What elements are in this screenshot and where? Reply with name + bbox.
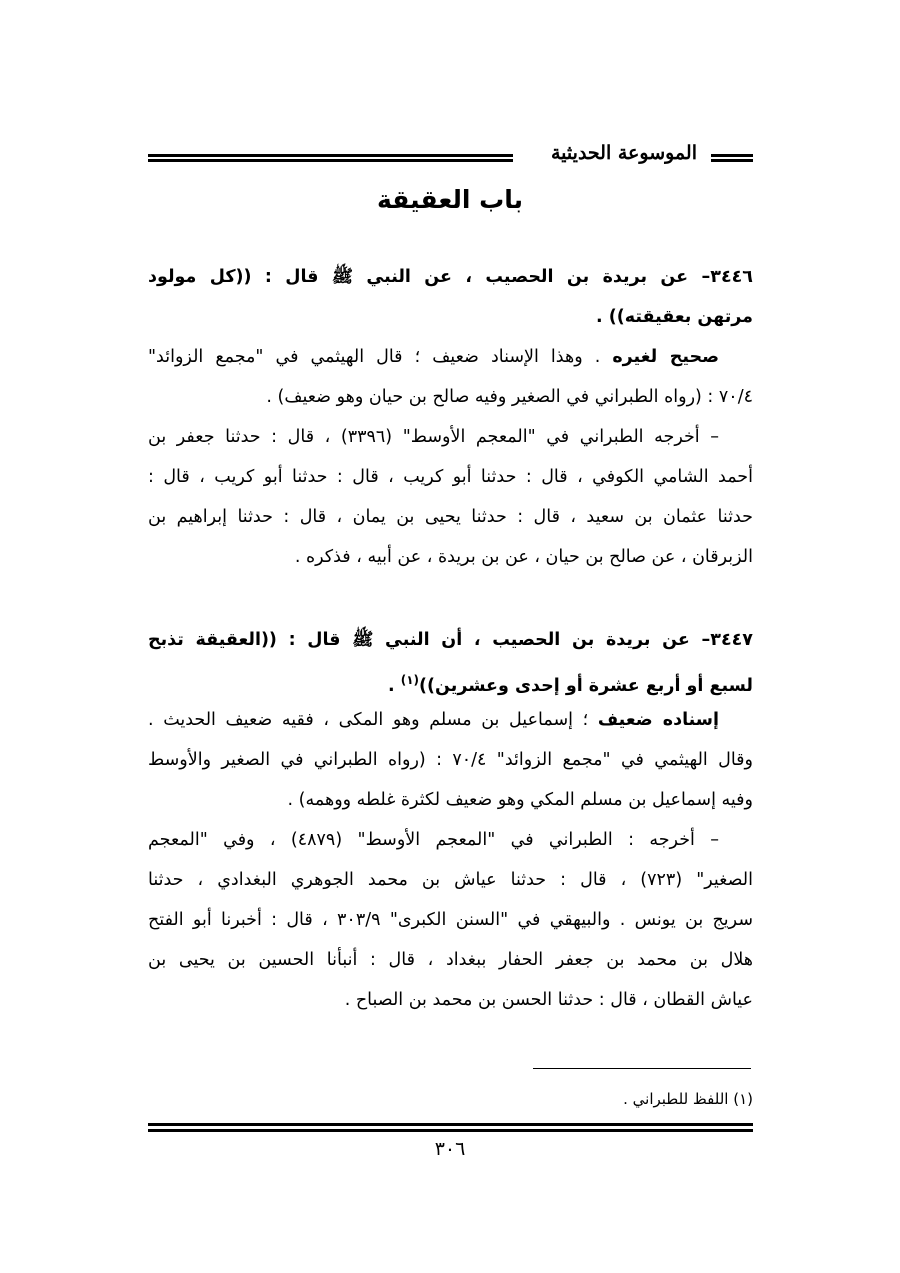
- grade-line: [148, 700, 753, 740]
- header-rule-right: [711, 154, 753, 164]
- footnote-reference: (١): [400, 673, 420, 687]
- takhrij-line: عياش القطان ، قال : حدثنا الحسن بن محمد بن الصباح .: [344, 990, 753, 1010]
- running-header: [148, 142, 753, 172]
- footnote-separator: [533, 1068, 751, 1069]
- hadith-grade: صحيح لغيره: [612, 347, 720, 367]
- takhrij-line: أحمد الشامي الكوفي ، قال : حدثنا أبو كريب ، قال : حدثنا أبو كريب ، قال :: [148, 467, 753, 487]
- hadith-text-line: ٣٤٤٦– عن بريدة بن الحصيب ، عن النبي ﷺ قال : ((كل مولود: [148, 267, 753, 287]
- hadith-text-line: ٣٤٤٧– عن بريدة بن الحصيب ، أن النبي ﷺ قال : ((العقيقة تذبح: [148, 630, 753, 650]
- header-title: الموسوعة الحديثية: [551, 142, 697, 164]
- footer-rule: [148, 1123, 753, 1135]
- takhrij-line: الزبرقان ، عن صالح بن حيان ، عن بن بريدة ، عن أبيه ، فذكره .: [294, 547, 753, 567]
- takhrij-line: الصغير" (٧٢٣) ، قال : حدثنا عياش بن محمد الجوهري البغدادي ، حدثنا: [148, 870, 753, 890]
- hadith-3446: [148, 257, 753, 577]
- takhrij-line: سريج بن يونس . والبيهقي في "السنن الكبرى" ٣٠٣/٩ ، قال : أخبرنا أبو الفتح: [148, 910, 753, 930]
- commentary-line: ٧٠/٤ : (رواه الطبراني في الصغير وفيه صالح بن حيان وهو ضعيف) .: [266, 387, 753, 407]
- takhrij-line: هلال بن محمد بن جعفر الحفار ببغداد ، قال : أنبأنا الحسين بن يحيى بن: [148, 950, 753, 970]
- commentary-line: وقال الهيثمي في "مجمع الزوائد" ٧٠/٤ : (رواه الطبراني في الصغير والأوسط: [148, 750, 753, 770]
- takhrij-line: – أخرجه الطبراني في "المعجم الأوسط" (٣٣٩٦) ، قال : حدثنا جعفر بن: [148, 427, 719, 447]
- grade-commentary: . وهذا الإسناد ضعيف ؛ قال الهيثمي في "مجمع الزوائد": [148, 347, 613, 367]
- hadith-3447: [148, 620, 753, 1020]
- chapter-title: باب العقيقة: [376, 185, 524, 214]
- grade-commentary: ؛ إسماعيل بن مسلم وهو المكى ، فقيه ضعيف الحديث .: [148, 710, 598, 730]
- grade-line: [148, 337, 753, 377]
- footnote: (١) اللفظ للطبراني .: [623, 1090, 753, 1108]
- hadith-grade: إسناده ضعيف: [597, 710, 719, 730]
- hadith-text-line: [148, 660, 753, 700]
- commentary-line: وفيه إسماعيل بن مسلم المكي وهو ضعيف لكثرة غلطه ووهمه) .: [287, 790, 753, 810]
- hadith-text-end: .: [387, 675, 401, 696]
- takhrij-line: – أخرجه : الطبراني في "المعجم الأوسط" (٤٨٧٩) ، وفي "المعجم: [148, 830, 719, 850]
- page-number: ٣٠٦: [434, 1138, 466, 1160]
- header-rule-left: [148, 154, 513, 164]
- takhrij-line: حدثنا عثمان بن سعيد ، قال : حدثنا يحيى بن يمان ، قال : حدثنا إبراهيم بن: [148, 507, 753, 527]
- hadith-text-line: مرتهن بعقيقته)) .: [596, 307, 753, 327]
- hadith-text: لسبع أو أربع عشرة أو إحدى وعشرين)): [419, 675, 753, 696]
